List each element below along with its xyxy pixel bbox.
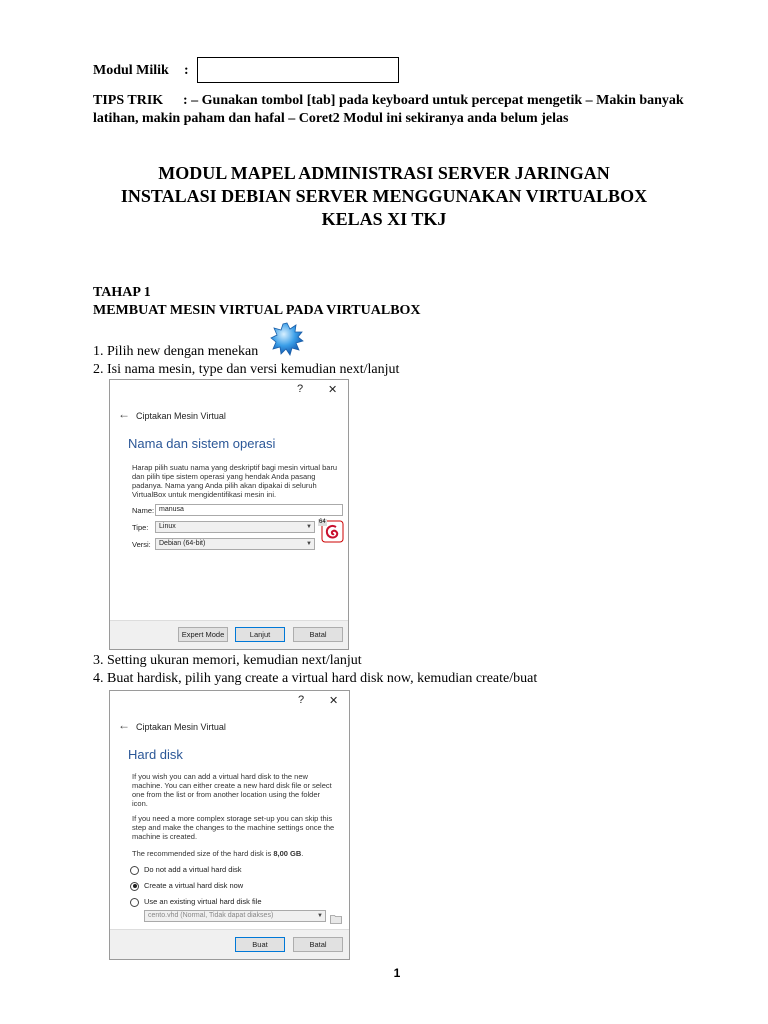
hd-paragraph-2-line-3: machine is created. bbox=[132, 832, 198, 841]
expert-mode-button[interactable]: Expert Mode bbox=[178, 627, 228, 642]
chevron-down-icon: ▼ bbox=[306, 541, 312, 547]
hd-paragraph-1-line-3: one from the list or from another location using the folder bbox=[132, 790, 321, 799]
desc-line-4: VirtualBox untuk mengidentifikasi mesin ini. bbox=[132, 490, 277, 499]
modul-milik-label: Modul Milik bbox=[93, 63, 169, 78]
create-vm-dialog-hard-disk bbox=[109, 690, 350, 960]
radio-checked-icon bbox=[130, 882, 139, 891]
radio-label: Do not add a virtual hard disk bbox=[144, 865, 242, 874]
dialog-heading: Hard disk bbox=[128, 747, 183, 762]
type-select-value: Linux bbox=[159, 523, 176, 530]
back-arrow-icon[interactable]: ← bbox=[118, 718, 130, 732]
cancel-button[interactable]: Batal bbox=[293, 627, 343, 642]
hd-paragraph-1-line-2: machine. You can either create a new hard disk file or select bbox=[132, 781, 332, 790]
folder-icon[interactable] bbox=[330, 911, 342, 929]
title-line-1: MODUL MAPEL ADMINISTRASI SERVER JARINGAN bbox=[158, 163, 610, 183]
hd-paragraph-2-line-2: step and make the changes to the machine settings once the bbox=[132, 823, 335, 832]
hd-paragraph-2-line-1: If you need a more complex storage set-up you can skip this bbox=[132, 814, 333, 823]
new-machine-icon bbox=[270, 322, 304, 356]
section-tahap: TAHAP 1 bbox=[93, 285, 151, 300]
type-label: Tipe: bbox=[132, 523, 149, 532]
existing-disk-value: cento.vhd (Normal, Tidak dapat diakses) bbox=[148, 912, 274, 919]
hd-paragraph-1-line-4: icon. bbox=[132, 799, 148, 808]
dialog-caption: Ciptakan Mesin Virtual bbox=[136, 722, 226, 732]
section-subtitle: MEMBUAT MESIN VIRTUAL PADA VIRTUALBOX bbox=[93, 303, 421, 318]
step-2: 2. Isi nama mesin, type dan versi kemudian next/lanjut bbox=[93, 362, 400, 377]
radio-label: Use an existing virtual hard disk file bbox=[144, 897, 262, 906]
hd-paragraph-1-line-1: If you wish you can add a virtual hard disk to the new bbox=[132, 772, 308, 781]
desc-line-3: padanya. Nama yang Anda pilih akan dipakai di seluruh bbox=[132, 481, 317, 490]
step-4: 4. Buat hardisk, pilih yang create a virtual hard disk now, kemudian create/buat bbox=[93, 671, 538, 686]
help-icon[interactable]: ? bbox=[298, 694, 305, 706]
step-1: 1. Pilih new dengan menekan bbox=[93, 344, 259, 359]
desc-line-2: dan pilih tipe sistem operasi yang hendak Anda pasang bbox=[132, 472, 316, 481]
dialog-footer bbox=[110, 929, 349, 959]
version-select[interactable] bbox=[155, 538, 315, 550]
recommended-size-text bbox=[132, 849, 303, 858]
recommended-size-value: 8,00 GB bbox=[273, 849, 302, 858]
title-line-3: KELAS XI TKJ bbox=[321, 209, 447, 229]
desc-line-1: Harap pilih suatu nama yang deskriptif bagi mesin virtual baru bbox=[132, 463, 338, 472]
step-3: 3. Setting ukuran memori, kemudian next/lanjut bbox=[93, 653, 362, 668]
title-line-2: INSTALASI DEBIAN SERVER MENGGUNAKAN VIRTUALBOX bbox=[120, 186, 648, 206]
name-label: Name: bbox=[132, 506, 155, 515]
name-input[interactable]: manusa bbox=[155, 504, 343, 516]
version-select-value: Debian (64-bit) bbox=[159, 540, 206, 547]
owner-name-box[interactable] bbox=[197, 57, 399, 83]
help-icon[interactable]: ? bbox=[297, 383, 304, 395]
dialog-caption: Ciptakan Mesin Virtual bbox=[136, 411, 226, 421]
cancel-button[interactable]: Batal bbox=[293, 937, 343, 952]
recommended-size-prefix: The recommended size of the hard disk is bbox=[132, 849, 274, 858]
tips-line-2: latihan, makin paham dan hafal – Coret2 Modul ini sekiranya anda belum jelas bbox=[93, 111, 569, 126]
radio-no-hard-disk[interactable] bbox=[130, 865, 242, 875]
type-select[interactable] bbox=[155, 521, 315, 533]
radio-existing-hard-disk[interactable] bbox=[130, 897, 262, 907]
page-number: 1 bbox=[393, 966, 401, 980]
radio-label: Create a virtual hard disk now bbox=[144, 881, 244, 890]
recommended-size-suffix: . bbox=[301, 849, 304, 858]
debian-os-icon bbox=[318, 519, 344, 543]
close-icon[interactable]: ✕ bbox=[329, 695, 339, 707]
back-arrow-icon[interactable]: ← bbox=[118, 407, 130, 421]
next-button[interactable]: Lanjut bbox=[235, 627, 285, 642]
chevron-down-icon: ▼ bbox=[317, 913, 323, 919]
os-badge: 64 bbox=[319, 519, 326, 525]
close-icon[interactable]: ✕ bbox=[328, 384, 338, 396]
radio-unchecked-icon bbox=[130, 898, 139, 907]
tips-label: TIPS TRIK bbox=[93, 93, 164, 108]
dialog-heading: Nama dan sistem operasi bbox=[128, 436, 276, 451]
create-vm-dialog-name-os bbox=[109, 379, 349, 650]
radio-unchecked-icon bbox=[130, 866, 139, 875]
create-button[interactable]: Buat bbox=[235, 937, 285, 952]
dialog-footer bbox=[110, 620, 348, 649]
existing-disk-select[interactable] bbox=[144, 910, 326, 922]
version-label: Versi: bbox=[132, 540, 151, 549]
radio-create-hard-disk[interactable] bbox=[130, 881, 243, 891]
chevron-down-icon: ▼ bbox=[306, 524, 312, 530]
modul-milik-colon: : bbox=[184, 63, 189, 78]
tips-line-1: : – Gunakan tombol [tab] pada keyboard untuk percepat mengetik – Makin banyak bbox=[183, 93, 684, 108]
